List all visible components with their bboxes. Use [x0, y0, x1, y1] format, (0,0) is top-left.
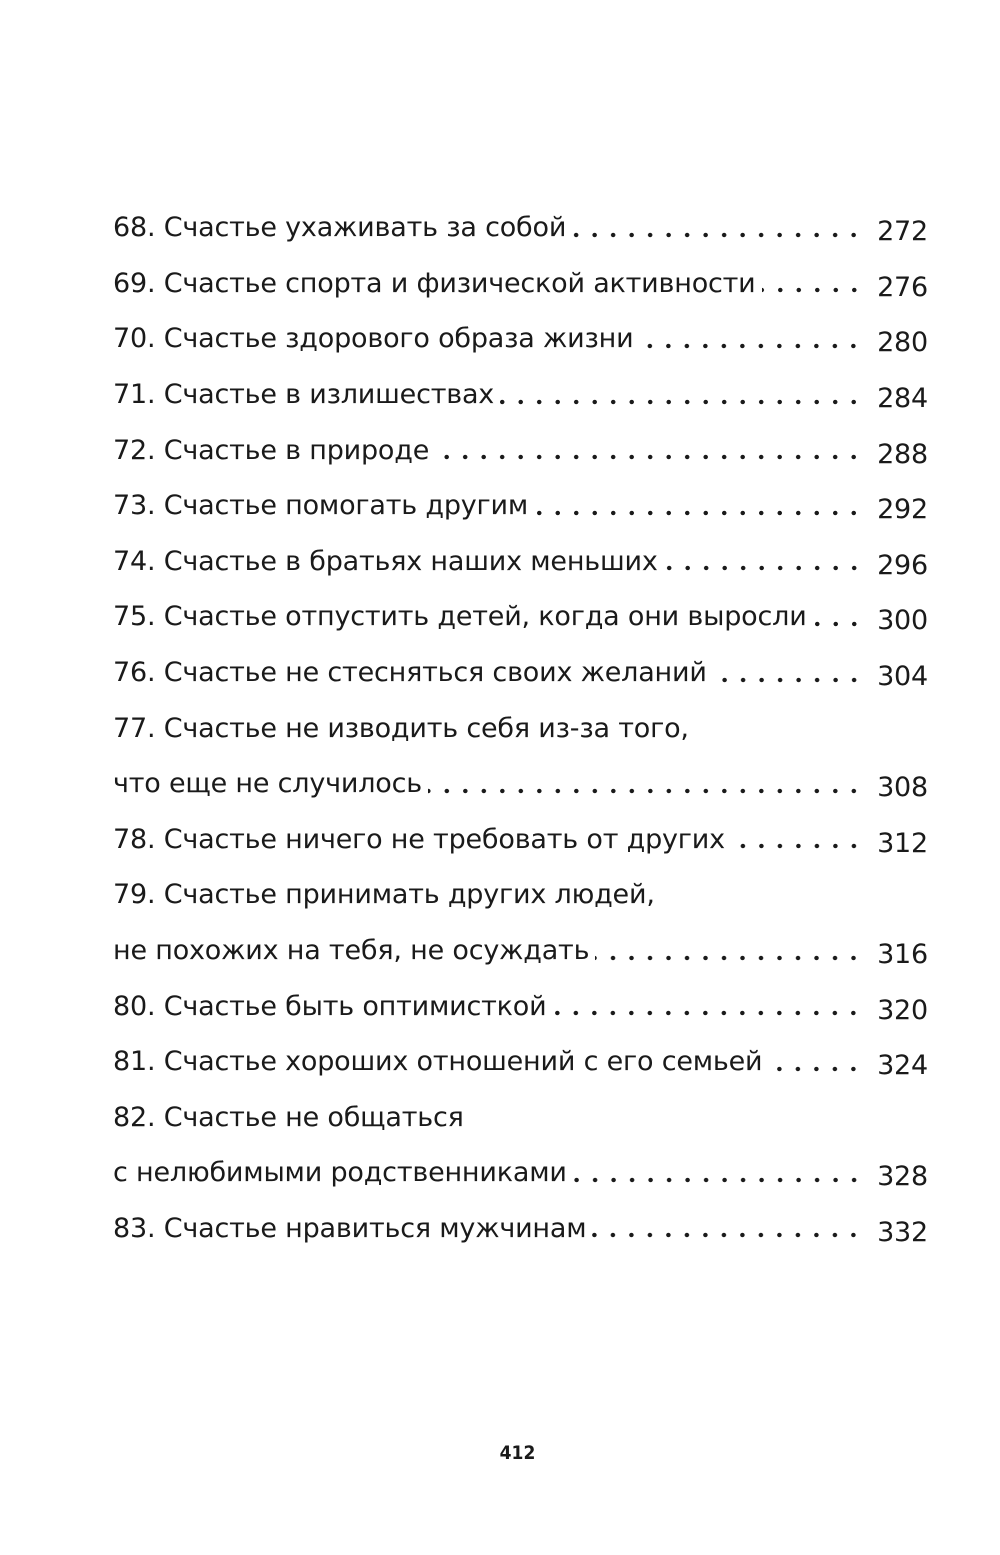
toc-entry	[113, 367, 928, 423]
toc-entry	[113, 311, 928, 367]
toc-entry-title: 80. Счастье быть оптимисткой	[113, 990, 547, 1022]
toc-entry	[113, 978, 928, 1034]
toc-entry-title: 83. Счастье нравиться мужчинам	[113, 1212, 587, 1244]
toc-entry-page: 332	[877, 1216, 928, 1248]
dot-leader	[762, 287, 864, 293]
dot-leader	[435, 454, 863, 460]
toc-entry-page: 312	[877, 827, 928, 859]
dot-leader	[595, 955, 863, 961]
toc-entry-title: 69. Счастье спорта и физической активности	[113, 267, 756, 299]
toc-entry-page: 328	[877, 1161, 928, 1193]
table-of-contents	[113, 200, 928, 1256]
toc-entry	[113, 645, 928, 701]
dot-leader	[592, 1232, 863, 1238]
toc-entry	[113, 1201, 928, 1257]
toc-entry-title: что еще не случилось	[113, 768, 422, 800]
toc-entry-page: 320	[877, 994, 928, 1026]
toc-entry	[113, 478, 928, 534]
toc-entry-first-line	[113, 867, 928, 923]
toc-entry-title: 71. Счастье в излишествах	[113, 379, 495, 411]
toc-entry-title: 70. Счастье здорового образа жизни	[113, 323, 634, 355]
toc-entry-title: 76. Счастье не стесняться своих желаний	[113, 657, 707, 689]
toc-entry-title: 77. Счастье не изводить себя из-за того,	[113, 712, 689, 744]
toc-entry-page: 324	[877, 1050, 928, 1082]
toc-entry-page: 300	[877, 605, 928, 637]
toc-entry-page: 276	[877, 271, 928, 303]
toc-entry-page: 304	[877, 661, 928, 693]
dot-leader	[573, 1177, 863, 1183]
toc-entry	[113, 200, 928, 256]
toc-entry-first-line	[113, 1090, 928, 1146]
toc-entry-title: 68. Счастье ухаживать за собой	[113, 212, 567, 244]
toc-entry-page: 284	[877, 383, 928, 415]
toc-entry-page: 292	[877, 494, 928, 526]
dot-leader	[813, 621, 864, 627]
toc-entry	[113, 534, 928, 590]
dot-leader	[552, 1010, 863, 1016]
toc-entry	[113, 422, 928, 478]
toc-entry-page: 288	[877, 438, 928, 470]
toc-entry-title: 79. Счастье принимать других людей,	[113, 879, 655, 911]
toc-entry-title: 75. Счастье отпустить детей, когда они выросли	[113, 601, 807, 633]
dot-leader	[428, 788, 863, 794]
toc-entry	[113, 1034, 928, 1090]
toc-entry-page: 272	[877, 216, 928, 248]
toc-entry-page: 308	[877, 772, 928, 804]
dot-leader	[500, 399, 863, 405]
toc-entry-continuation	[113, 923, 928, 979]
dot-leader	[639, 343, 863, 349]
toc-entry-title: 81. Счастье хороших отношений с его семьей	[113, 1046, 763, 1078]
toc-entry-title: 78. Счастье ничего не требовать от других	[113, 823, 725, 855]
toc-entry-title: 74. Счастье в братьях наших меньших	[113, 545, 658, 577]
toc-entry-title: 72. Счастье в природе	[113, 434, 430, 466]
dot-leader	[768, 1066, 863, 1072]
dot-leader	[534, 510, 863, 516]
toc-entry	[113, 812, 928, 868]
toc-entry-title: 82. Счастье не общаться	[113, 1101, 464, 1133]
toc-entry	[113, 256, 928, 312]
toc-entry-page: 280	[877, 327, 928, 359]
dot-leader	[572, 232, 863, 238]
toc-entry-page: 296	[877, 549, 928, 581]
toc-entry-title: с нелюбимыми родственниками	[113, 1157, 567, 1189]
toc-entry	[113, 589, 928, 645]
dot-leader	[664, 565, 863, 571]
toc-entry-first-line	[113, 700, 928, 756]
toc-entry-page: 316	[877, 939, 928, 971]
dot-leader	[713, 677, 863, 683]
page-number: 412	[499, 1442, 536, 1464]
toc-entry-continuation	[113, 1145, 928, 1201]
dot-leader	[731, 843, 863, 849]
toc-entry-title: не похожих на тебя, не осуждать	[113, 935, 590, 967]
toc-entry-continuation	[113, 756, 928, 812]
toc-entry-title: 73. Счастье помогать другим	[113, 490, 529, 522]
